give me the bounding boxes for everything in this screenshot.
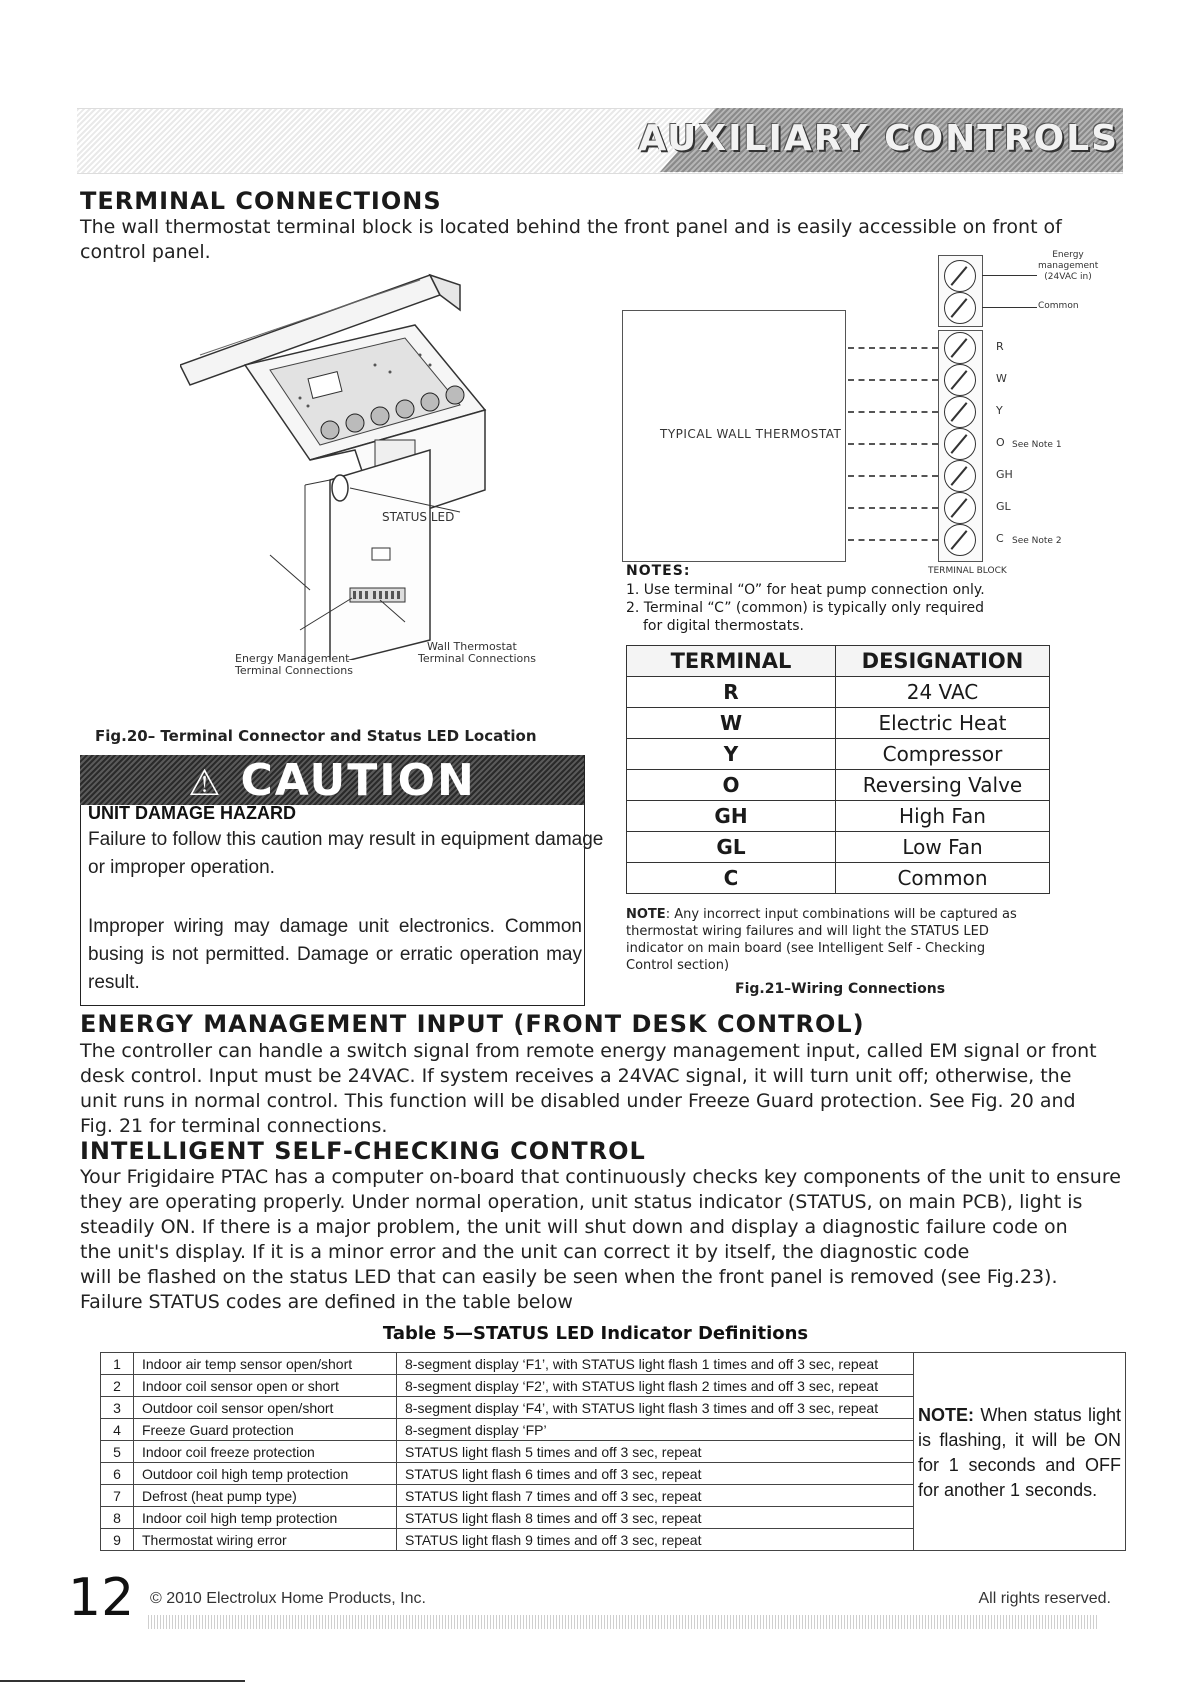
indication-cell: STATUS light flash 5 times and off 3 sec, repeat (397, 1441, 914, 1463)
screw-terminal-icon (944, 292, 976, 324)
caution-p2-line3: result. (88, 972, 140, 993)
status-note-label: NOTE: (918, 1405, 974, 1425)
intro-line-2: control panel. (80, 241, 211, 263)
terminal-label-r: R (996, 340, 1004, 353)
table-row (627, 708, 1050, 739)
status-table (100, 1352, 1126, 1551)
table-row (627, 801, 1050, 832)
energy-label: Energy management (24VAC in) (1038, 250, 1099, 282)
table-row (627, 832, 1050, 863)
code-cell: 5 (101, 1441, 134, 1463)
designation-cell: Common (836, 863, 1050, 894)
condition-cell: Outdoor coil high temp protection (134, 1463, 397, 1485)
condition-cell: Indoor coil sensor open or short (134, 1375, 397, 1397)
self-check-line-3: steadily ON. If there is a major problem, the unit will shut down and display a diagnostic failure code on (80, 1216, 1068, 1238)
code-cell: 8 (101, 1507, 134, 1529)
intro-line-1: The wall thermostat terminal block is located behind the front panel and is easily accessible on front of (80, 216, 1062, 238)
wire-c (848, 539, 938, 541)
terminal-label-o: O (996, 436, 1005, 449)
caution-p2-line1: Improper wiring may damage unit electronics. Common (88, 916, 582, 937)
status-table-title: Table 5—STATUS LED Indicator Definitions (382, 1323, 809, 1344)
table-row (101, 1353, 1126, 1375)
terminal-cell: W (627, 708, 836, 739)
footer-rule (148, 1615, 1098, 1629)
thermostat-label: TYPICAL WALL THERMOSTAT (660, 427, 842, 441)
table-row (627, 863, 1050, 894)
indication-cell: 8-segment display ‘FP’ (397, 1419, 914, 1441)
terminal-table (626, 645, 1050, 894)
condition-cell: Freeze Guard protection (134, 1419, 397, 1441)
column-header-terminal: TERMINAL (627, 646, 836, 677)
condition-cell: Thermostat wiring error (134, 1529, 397, 1551)
note-2-cont: for digital thermostats. (643, 618, 804, 634)
caution-title: ⚠ CAUTION (188, 755, 476, 806)
section-heading-terminal-connections: TERMINAL CONNECTIONS (80, 187, 442, 215)
indication-cell: STATUS light flash 8 times and off 3 sec, repeat (397, 1507, 914, 1529)
terminal-cell: O (627, 770, 836, 801)
caution-p1-line1: Failure to follow this caution may result in equipment damage (88, 829, 604, 850)
note-2: 2. Terminal “C” (common) is typically only required (626, 600, 984, 616)
label-wall-thermostat-sub: Terminal Connections (418, 652, 536, 665)
copyright: © 2010 Electrolux Home Products, Inc. (150, 1590, 426, 1607)
note-1: 1. Use terminal “O” for heat pump connection only. (626, 582, 985, 598)
terminal-cell: GL (627, 832, 836, 863)
terminal-cell: R (627, 677, 836, 708)
wire-gh (848, 475, 938, 477)
page-number: 12 (68, 1568, 135, 1628)
code-cell: 4 (101, 1419, 134, 1441)
caution-hazard: UNIT DAMAGE HAZARD (88, 803, 296, 823)
unit-illustration (180, 270, 580, 660)
column-header-designation: DESIGNATION (836, 646, 1050, 677)
label-energy-management: Energy Management (235, 652, 350, 665)
terminal-label-gl: GL (996, 500, 1011, 513)
figure-caption-21: Fig.21–Wiring Connections (735, 981, 946, 997)
common-label: Common (1038, 301, 1079, 311)
code-cell: 2 (101, 1375, 134, 1397)
condition-cell: Indoor air temp sensor open/short (134, 1353, 397, 1375)
terminal-label-gh: GH (996, 468, 1013, 481)
energy-leader (982, 275, 1037, 276)
see-note-2: See Note 2 (1012, 536, 1062, 546)
self-check-line-1: Your Frigidaire PTAC has a computer on-board that continuously checks key components of the unit to ensure (80, 1166, 1121, 1188)
self-check-line-4: the unit's display. If it is a minor error and the unit can correct it by itself, the diagnostic code (80, 1241, 970, 1263)
screw-terminal-icon (944, 428, 976, 460)
terminal-cell: C (627, 863, 836, 894)
code-cell: 6 (101, 1463, 134, 1485)
self-check-line-6: Failure STATUS codes are defined in the table below (80, 1291, 573, 1313)
energy-line-4: Fig. 21 for terminal connections. (80, 1115, 388, 1137)
label-wall-thermostat: Wall Thermostat (427, 640, 517, 653)
caution-header (80, 755, 584, 805)
wiring-note-label: NOTE (626, 907, 666, 922)
wire-o (848, 443, 938, 445)
condition-cell: Indoor coil high temp protection (134, 1507, 397, 1529)
terminal-cell: GH (627, 801, 836, 832)
terminal-block-label: TERMINAL BLOCK (928, 566, 1007, 576)
screw-terminal-icon (944, 364, 976, 396)
code-cell: 3 (101, 1397, 134, 1419)
condition-cell: Indoor coil freeze protection (134, 1441, 397, 1463)
indication-cell: 8-segment display ‘F2’, with STATUS light flash 2 times and off 3 sec, repeat (397, 1375, 914, 1397)
caution-p2-line2: busing is not permitted. Damage or erratic operation may (88, 944, 582, 965)
table-row (627, 770, 1050, 801)
terminal-label-w: W (996, 372, 1007, 385)
screw-terminal-icon (944, 460, 976, 492)
condition-cell: Defrost (heat pump type) (134, 1485, 397, 1507)
section-heading-energy-management: ENERGY MANAGEMENT INPUT (FRONT DESK CONTROL) (80, 1010, 865, 1038)
section-heading-self-checking: INTELLIGENT SELF-CHECKING CONTROL (80, 1137, 646, 1165)
label-energy-management-sub: Terminal Connections (235, 664, 353, 677)
wire-r (848, 347, 938, 349)
designation-cell: Reversing Valve (836, 770, 1050, 801)
designation-cell: Compressor (836, 739, 1050, 770)
screw-terminal-icon (944, 396, 976, 428)
indication-cell: STATUS light flash 9 times and off 3 sec, repeat (397, 1529, 914, 1551)
indication-cell: STATUS light flash 7 times and off 3 sec, repeat (397, 1485, 914, 1507)
energy-line-3: unit runs in normal control. This function will be disabled under Freeze Guard protection. See Fig. 20 and (80, 1090, 1076, 1112)
rights-reserved: All rights reserved. (978, 1590, 1111, 1607)
wiring-note: NOTE: Any incorrect input combinations will be captured as thermostat wiring failures and will light the STATUS LED indicator on main board (see Intelligent Self - Checking Control section) (626, 907, 1017, 973)
self-check-line-2: they are operating properly. Under normal operation, unit status indicator (STATUS, on main PCB), light is (80, 1191, 1083, 1213)
figure-caption-20: Fig.20– Terminal Connector and Status LED Location (95, 727, 537, 745)
status-note-cell: NOTE: When status light is flashing, it will be ON for 1 seconds and OFF for another 1 seconds. (914, 1353, 1126, 1551)
label-status-led: STATUS LED (382, 510, 455, 524)
wire-y (848, 411, 938, 413)
terminal-label-y: Y (996, 404, 1003, 417)
code-cell: 1 (101, 1353, 134, 1375)
designation-cell: Electric Heat (836, 708, 1050, 739)
energy-line-2: desk control. Input must be 24VAC. If system receives a 24VAC signal, it will turn unit off; otherwise, the (80, 1065, 1072, 1087)
table-row (627, 739, 1050, 770)
warning-triangle-icon: ⚠ (188, 763, 223, 804)
wire-gl (848, 507, 938, 509)
code-cell: 9 (101, 1529, 134, 1551)
screw-terminal-icon (944, 260, 976, 292)
common-leader (982, 307, 1037, 308)
energy-line-1: The controller can handle a switch signal from remote energy management input, called EM signal or front (80, 1040, 1097, 1062)
wire-w (848, 379, 938, 381)
bottom-edge-rule (0, 1680, 245, 1682)
indication-cell: 8-segment display ‘F4’, with STATUS light flash 3 times and off 3 sec, repeat (397, 1397, 914, 1419)
designation-cell: 24 VAC (836, 677, 1050, 708)
self-check-line-5: will be flashed on the status LED that can easily be seen when the front panel is removed (see Fig.23). (80, 1266, 1058, 1288)
designation-cell: High Fan (836, 801, 1050, 832)
table-row (627, 677, 1050, 708)
screw-terminal-icon (944, 524, 976, 556)
designation-cell: Low Fan (836, 832, 1050, 863)
caution-p1-line2: or improper operation. (88, 857, 275, 878)
terminal-table-header (627, 646, 1050, 677)
screw-terminal-icon (944, 492, 976, 524)
see-note-1: See Note 1 (1012, 440, 1062, 450)
terminal-label-c: C (996, 532, 1004, 545)
notes-heading: NOTES: (626, 563, 691, 579)
terminal-cell: Y (627, 739, 836, 770)
condition-cell: Outdoor coil sensor open/short (134, 1397, 397, 1419)
indication-cell: STATUS light flash 6 times and off 3 sec, repeat (397, 1463, 914, 1485)
indication-cell: 8-segment display ‘F1’, with STATUS light flash 1 times and off 3 sec, repeat (397, 1353, 914, 1375)
code-cell: 7 (101, 1485, 134, 1507)
screw-terminal-icon (944, 332, 976, 364)
page-title: AUXILIARY CONTROLS (638, 118, 1119, 159)
